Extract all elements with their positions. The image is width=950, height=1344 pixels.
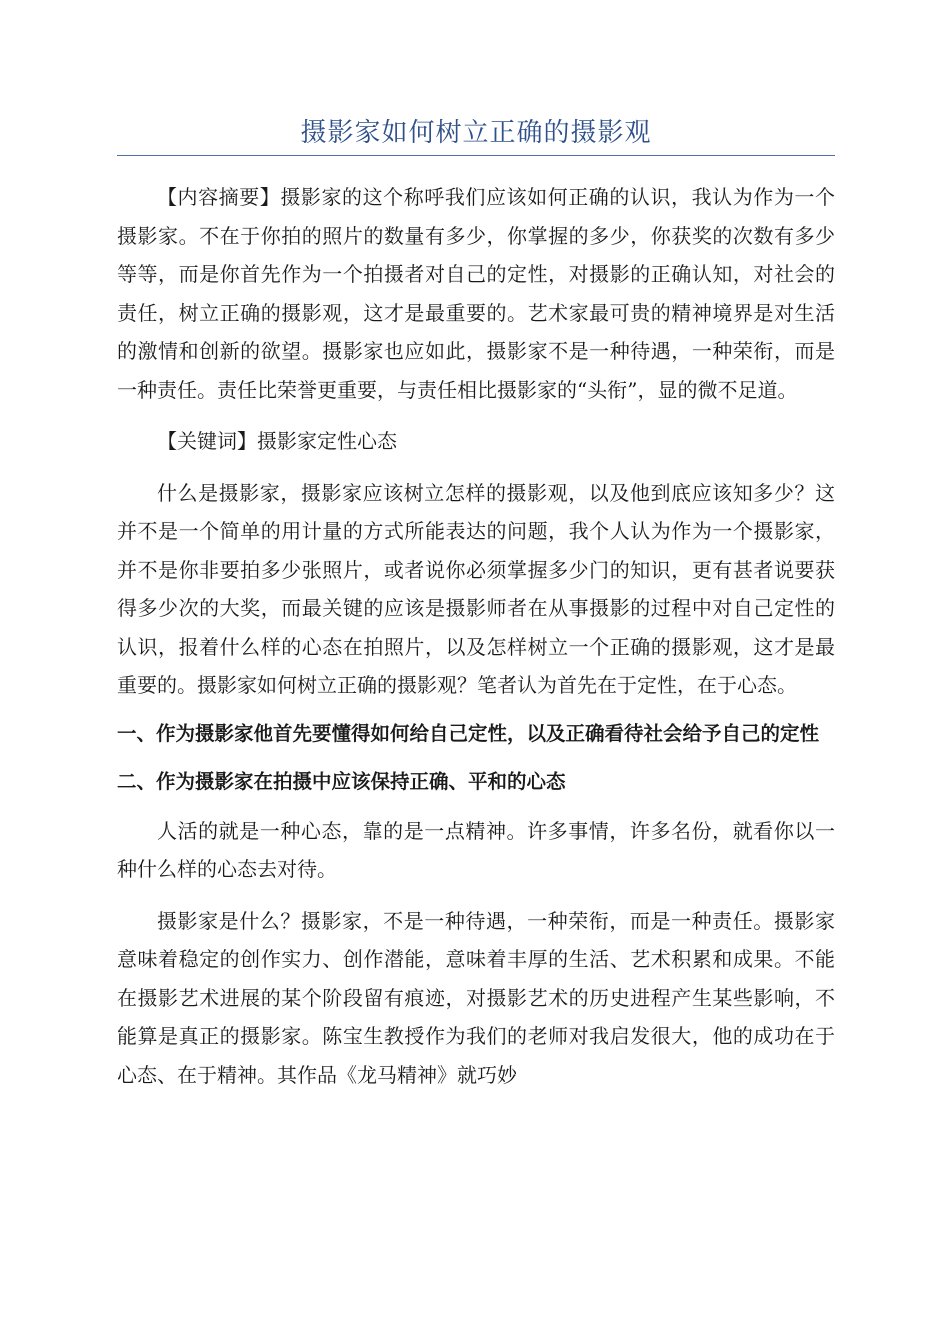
section-heading-1: 一、作为摄影家他首先要懂得如何给自己定性，以及正确看待社会给予自己的定性 — [117, 721, 820, 745]
document-page — [117, 112, 835, 1094]
section-heading-2: 二、作为摄影家在拍摄中应该保持正确、平和的心态 — [117, 770, 566, 793]
intro-paragraph: 什么是摄影家，摄影家应该树立怎样的摄影观，以及他到底应该知多少？这并不是一个简单的用计量的方式所能表达的问题，我个人认为作为一个摄影家，并不是你非要拍多少张照片，或者说你必须掌握多少门的知识，更有甚者说要获得多少次的大奖，而最关键的应该是摄影师者在从事摄影的过程中对自己定性的认识，报着什么样的心态在拍照片，以及怎样树立一个正确的摄影观，这才是最重要的。摄影家如何树立正确的摄影观？笔者认为首先在于定性，在于心态。 — [117, 480, 835, 697]
document-title: 摄影家如何树立正确的摄影观 — [117, 112, 835, 156]
abstract-paragraph: 【内容摘要】摄影家的这个称呼我们应该如何正确的认识，我认为作为一个摄影家。不在于你拍的照片的数量有多少，你掌握的多少，你获奖的次数有多少等等，而是你首先作为一个拍摄者对自己的定性，对摄影的正确认知，对社会的责任，树立正确的摄影观，这才是最重要的。艺术家最可贵的精神境界是对生活的激情和创新的欲望。摄影家也应如此，摄影家不是一种待遇，一种荣衔，而是一种责任。责任比荣誉更重要，与责任相比摄影家的“头衔”，显的微不足道。 — [117, 185, 835, 402]
keywords-paragraph: 【关键词】摄影家定性心态 — [157, 429, 397, 453]
body-paragraph-what-is-photographer: 摄影家是什么？摄影家，不是一种待遇，一种荣衔，而是一种责任。摄影家意味着稳定的创作实力、创作潜能，意味着丰厚的生活、艺术积累和成果。不能在摄影艺术进展的某个阶段留有痕迹，对摄影艺术的历史进程产生某些影响，不能算是真正的摄影家。陈宝生教授作为我们的老师对我启发很大，他的成功在于心态、在于精神。其作品《龙马精神》就巧妙 — [117, 908, 835, 1087]
body-paragraph-mindset: 人活的就是一种心态，靠的是一点精神。许多事情，许多名份，就看你以一种什么样的心态去对待。 — [117, 818, 835, 881]
